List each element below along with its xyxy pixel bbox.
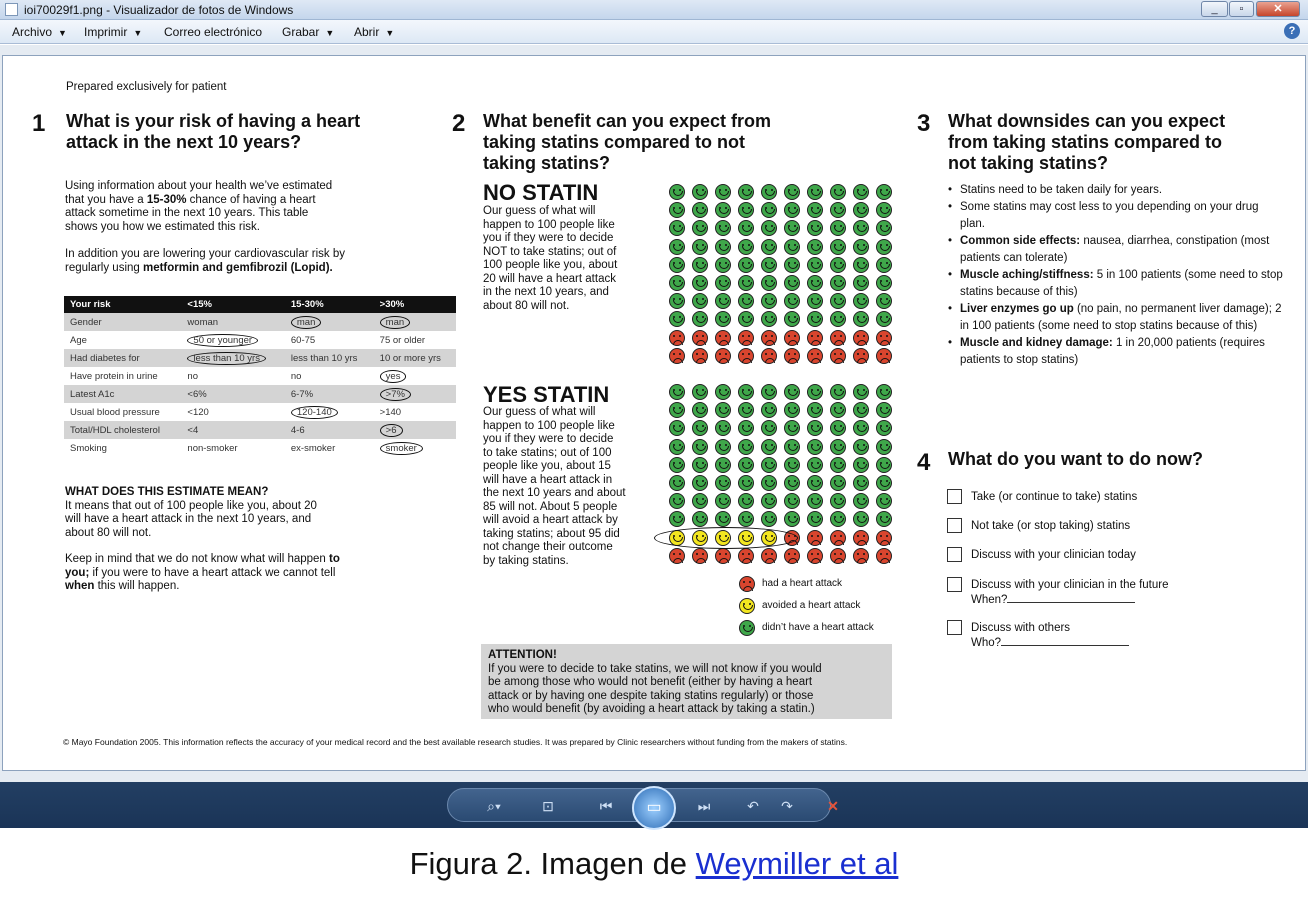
green-smile-icon [715,239,731,255]
green-smile-icon [876,439,892,455]
close-button[interactable]: ✕ [1256,1,1300,17]
green-smile-icon [807,384,823,400]
green-smile-icon [738,184,754,200]
green-smile-icon [807,275,823,291]
downsides-list [948,182,1283,369]
footer-copyright: © Mayo Foundation 2005. This information reflects the accuracy of your medical record and the best available research studies. It was prepared by Clinic researchers without funding from the makers of statins. [63,737,848,747]
green-smile-icon [715,384,731,400]
estimate-meaning: WHAT DOES THIS ESTIMATE MEAN? It means that out of 100 people like you, about 20 will have a heart attack in the next 10 years, and about 80 will not. [65,486,317,539]
option-take-label: Take (or continue to take) statins [971,491,1138,503]
green-smile-icon [830,239,846,255]
option-discuss-others-label: Discuss with others [971,622,1071,634]
green-smile-icon [738,257,754,273]
circled-value: >6 [380,424,403,437]
previous-icon[interactable]: ⏮ [599,798,613,814]
green-smile-icon [784,475,800,491]
red-frown-icon [692,330,708,346]
list-item: • Muscle and kidney damage: 1 in 20,000 patients (requires patients to stop statins) [948,335,1283,369]
no-statin-text-line: in the next 10 years, and [483,286,609,298]
option-discuss-future-label: Discuss with your clinician in the future [971,579,1169,591]
circled-value: man [291,316,321,329]
green-smile-icon [807,457,823,473]
section-4-number: 4 [917,449,931,476]
table-row: Have protein in urine no no yes [64,367,456,385]
red-frown-icon [692,348,708,364]
green-smile-icon [761,257,777,273]
section-1-title: What is your risk of having a heart attack in the next 10 years? [66,111,361,152]
green-smile-icon [784,439,800,455]
green-smile-icon [876,184,892,200]
option-not-take-label: Not take (or stop taking) statins [971,520,1131,532]
red-frown-icon [876,530,892,546]
green-smile-icon [853,184,869,200]
no-statin-text-line: 20 will have a heart attack [483,272,616,285]
yes-statin-text-line: you if they were to decide [483,433,614,445]
no-statin-title: NO STATIN [483,180,599,205]
green-smile-icon [715,475,731,491]
green-smile-icon [715,275,731,291]
red-frown-icon [830,348,846,364]
option-discuss-today-checkbox[interactable] [947,547,962,562]
green-smile-icon [876,257,892,273]
section-3-number: 3 [917,110,931,137]
red-frown-icon [739,576,755,592]
green-smile-icon [784,457,800,473]
green-smile-icon [807,184,823,200]
green-smile-icon [853,257,869,273]
green-smile-icon [669,257,685,273]
green-smile-icon [761,475,777,491]
green-smile-icon [669,239,685,255]
table-row: Smoking non-smoker ex-smoker smoker [64,439,456,457]
menu-imprimir[interactable]: Imprimir ▼ [84,25,143,39]
no-statin-text-line: you if they were to decide [483,232,614,244]
no-statin-text-line: about 80 will not. [483,299,570,312]
table-row: Had diabetes for less than 10 yrs less than 10 yrs 10 or more yrs [64,349,456,367]
green-smile-icon [876,239,892,255]
red-frown-icon [669,548,685,564]
chevron-down-icon: ▼ [325,28,335,38]
red-frown-icon [669,330,685,346]
chevron-down-icon: ▼ [58,28,67,38]
green-smile-icon [692,439,708,455]
fit-window-icon[interactable]: ⊡ [542,798,554,814]
next-icon[interactable]: ⏭ [697,798,711,814]
green-smile-icon [761,239,777,255]
green-smile-icon [784,239,800,255]
chevron-down-icon: ▼ [385,28,395,38]
menu-bar [0,20,1308,44]
legend-heart-attack: had a heart attack [762,578,843,589]
green-smile-icon [853,457,869,473]
red-frown-icon [807,330,823,346]
green-smile-icon [738,457,754,473]
list-item: • Muscle aching/stiffness: 5 in 100 patients (some need to stop statins because of this) [948,267,1283,301]
green-smile-icon [761,439,777,455]
yes-statin-text-line: taking statins; about 95 did [483,527,620,540]
yellow-smile-icon [739,598,755,614]
list-item: • Statins need to be taken daily for years. [948,182,1283,199]
green-smile-icon [853,384,869,400]
red-frown-icon [715,548,731,564]
green-smile-icon [853,239,869,255]
menu-abrir[interactable]: Abrir ▼ [354,25,395,39]
minimize-button[interactable]: _ [1201,1,1228,17]
yes-statin-text-line: happen to 100 people like [483,419,615,432]
circled-value: 120-140 [291,406,338,419]
green-smile-icon [739,620,755,636]
green-smile-icon [692,384,708,400]
no-statin-text-line: Our guess of what will [483,205,596,217]
green-smile-icon [738,384,754,400]
red-frown-icon [761,348,777,364]
yes-statin-text-line: Our guess of what will [483,406,596,418]
option-discuss-today-label: Discuss with your clinician today [971,549,1136,561]
green-smile-icon [876,384,892,400]
green-smile-icon [784,384,800,400]
green-smile-icon [807,439,823,455]
table-row: Total/HDL cholesterol <4 4-6 >6 [64,421,456,439]
list-item: • Liver enzymes go up (no pain, no permanent liver damage); 2 in 100 patients (some need to stop statins because of this) [948,301,1283,335]
green-smile-icon [715,439,731,455]
red-frown-icon [830,530,846,546]
green-smile-icon [669,275,685,291]
no-statin-text [483,205,663,313]
rotate-cw-icon[interactable]: ↷ [781,798,793,814]
option-take-checkbox[interactable] [947,489,962,504]
yes-statin-text-line: people like you, about 15 [483,460,611,472]
red-frown-icon [784,348,800,364]
section-2-title: What benefit can you expect from taking statins compared to not taking statins? [483,111,772,173]
list-item: • Some statins may cost less to you depending on your drug plan. [948,199,1283,233]
circled-value: yes [380,370,407,383]
yes-statin-text-line: the next 10 years and about [483,487,626,499]
risk-intro: Using information about your health we’ve estimated that you have a 15-30% chance of having a heart attack sometime in the next 10 years. This table shows you how we estimated this risk. [65,180,333,233]
red-frown-icon [876,348,892,364]
legend-avoided: avoided a heart attack [762,600,861,611]
risk-table [64,296,456,457]
green-smile-icon [761,275,777,291]
section-4-title: What do you want to do now? [948,449,1203,469]
no-statin-text-line: happen to 100 people like [483,218,615,231]
risk-table-header: Your risk <15% 15-30% >30% [64,296,456,313]
red-frown-icon [761,330,777,346]
circled-value: man [380,316,410,329]
yes-statin-title: YES STATIN [483,382,610,407]
yes-statin-text-line: will avoid a heart attack by [483,514,618,526]
section-3-title: What downsides can you expect from taking statins compared to not taking statins? [948,111,1226,173]
green-smile-icon [761,384,777,400]
option-discuss-others-checkbox[interactable] [947,620,962,635]
lowering-risk-note: In addition you are lowering your cardiovascular risk by regularly using metformin and gemfibrozil (Lopid). [65,248,345,274]
menu-archivo[interactable]: Archivo ▼ [12,25,67,39]
green-smile-icon [715,257,731,273]
avoided-highlight-ring [654,527,798,549]
red-frown-icon [738,348,754,364]
green-smile-icon [692,184,708,200]
green-smile-icon [876,275,892,291]
menu-grabar[interactable]: Grabar ▼ [282,25,335,39]
green-smile-icon [669,439,685,455]
chevron-down-icon: ▼ [133,28,143,38]
green-smile-icon [738,275,754,291]
section-1-number: 1 [32,110,46,137]
yes-statin-text-line: to take statins; out of 100 [483,446,612,459]
red-frown-icon [830,330,846,346]
green-smile-icon [738,475,754,491]
green-smile-icon [738,239,754,255]
list-item: • Common side effects: nausea, diarrhea, constipation (most patients can tolerate) [948,233,1283,267]
red-frown-icon [715,348,731,364]
green-smile-icon [692,257,708,273]
red-frown-icon [784,330,800,346]
circled-value: less than 10 yrs [187,352,266,365]
window-title: ioi70029f1.png - Visualizador de fotos de Windows [24,3,294,17]
green-smile-icon [830,475,846,491]
green-smile-icon [853,439,869,455]
who-field: Who? [971,636,1129,649]
green-smile-icon [853,275,869,291]
red-frown-icon [692,548,708,564]
green-smile-icon [692,475,708,491]
circled-value: smoker [380,442,423,455]
green-smile-icon [669,384,685,400]
green-smile-icon [830,384,846,400]
legend-no-attack: didn’t have a heart attack [762,622,874,633]
green-smile-icon [692,457,708,473]
yes-statin-text-line: by taking statins. [483,554,569,567]
zoom-icon[interactable]: ⌕▾ [487,798,501,814]
green-smile-icon [830,457,846,473]
red-frown-icon [876,548,892,564]
green-smile-icon [876,457,892,473]
section-2-number: 2 [452,110,466,137]
green-smile-icon [761,457,777,473]
red-frown-icon [715,330,731,346]
green-smile-icon [876,475,892,491]
red-frown-icon [807,530,823,546]
red-frown-icon [784,548,800,564]
table-row: Age 50 or younger 60-75 75 or older [70,334,426,346]
green-smile-icon [738,439,754,455]
no-statin-text-line: NOT to take statins; out of [483,245,617,258]
green-smile-icon [669,457,685,473]
attention-box: ATTENTION! If you were to decide to take statins, we will not know if you would be among those who would not benefit (either by having a heart attack or by having one despite taking statins regularly) or those who would benefit (by avoiding a heart attack by taking a statin.) [481,644,892,719]
reference-link[interactable]: Weymiller et al [695,846,899,881]
green-smile-icon [784,257,800,273]
red-frown-icon [807,348,823,364]
green-smile-icon [715,457,731,473]
red-frown-icon [738,548,754,564]
table-row: Gender woman man man [64,313,456,331]
green-smile-icon [807,475,823,491]
red-frown-icon [669,348,685,364]
red-frown-icon [738,330,754,346]
green-smile-icon [830,275,846,291]
red-frown-icon [853,348,869,364]
green-smile-icon [784,275,800,291]
green-smile-icon [830,439,846,455]
rotate-ccw-icon[interactable]: ↶ [747,798,759,814]
green-smile-icon [853,475,869,491]
table-row: Latest A1c <6% 6-7% >7% [64,385,456,403]
image-file-icon [5,3,18,16]
green-smile-icon [807,257,823,273]
option-discuss-future-checkbox[interactable] [947,577,962,592]
red-frown-icon [876,330,892,346]
yes-statin-text [483,406,663,568]
red-frown-icon [853,530,869,546]
red-frown-icon [853,330,869,346]
menu-correo[interactable]: Correo electrónico [164,25,263,39]
keep-in-mind-note: Keep in mind that we do not know what will happen to you; if you were to have a heart attack we cannot tell when this will happen. [65,553,340,592]
window-titlebar [0,0,1308,20]
green-smile-icon [784,184,800,200]
no-statin-text-line: 100 people like you, about [483,259,618,271]
green-smile-icon [807,239,823,255]
red-frown-icon [807,548,823,564]
green-smile-icon [715,184,731,200]
yes-statin-text-line: not change their outcome [483,541,613,553]
prepared-note: Prepared exclusively for patient [66,81,227,93]
figure-caption: Figura 2. Imagen de Weymiller et al [409,846,899,881]
green-smile-icon [830,257,846,273]
when-field: When? [971,593,1135,606]
help-icon[interactable]: ? [1284,23,1300,39]
slideshow-icon: ▭ [646,799,662,816]
green-smile-icon [669,475,685,491]
yes-statin-text-line: will have a heart attack in [483,473,613,486]
maximize-button[interactable]: ▫ [1229,1,1254,17]
red-frown-icon [761,548,777,564]
red-frown-icon [853,548,869,564]
green-smile-icon [669,184,685,200]
option-not-take-checkbox[interactable] [947,518,962,533]
slideshow-button[interactable] [632,786,676,830]
green-smile-icon [761,184,777,200]
circled-value: 50 or younger [187,334,258,347]
yes-statin-text-line: 85 will not. About 5 people [483,500,618,513]
delete-icon[interactable]: ✕ [827,798,839,814]
circled-value: >7% [380,388,411,401]
green-smile-icon [692,239,708,255]
green-smile-icon [830,184,846,200]
red-frown-icon [830,548,846,564]
green-smile-icon [692,275,708,291]
table-row: Usual blood pressure <120 120-140 >140 [70,406,402,418]
